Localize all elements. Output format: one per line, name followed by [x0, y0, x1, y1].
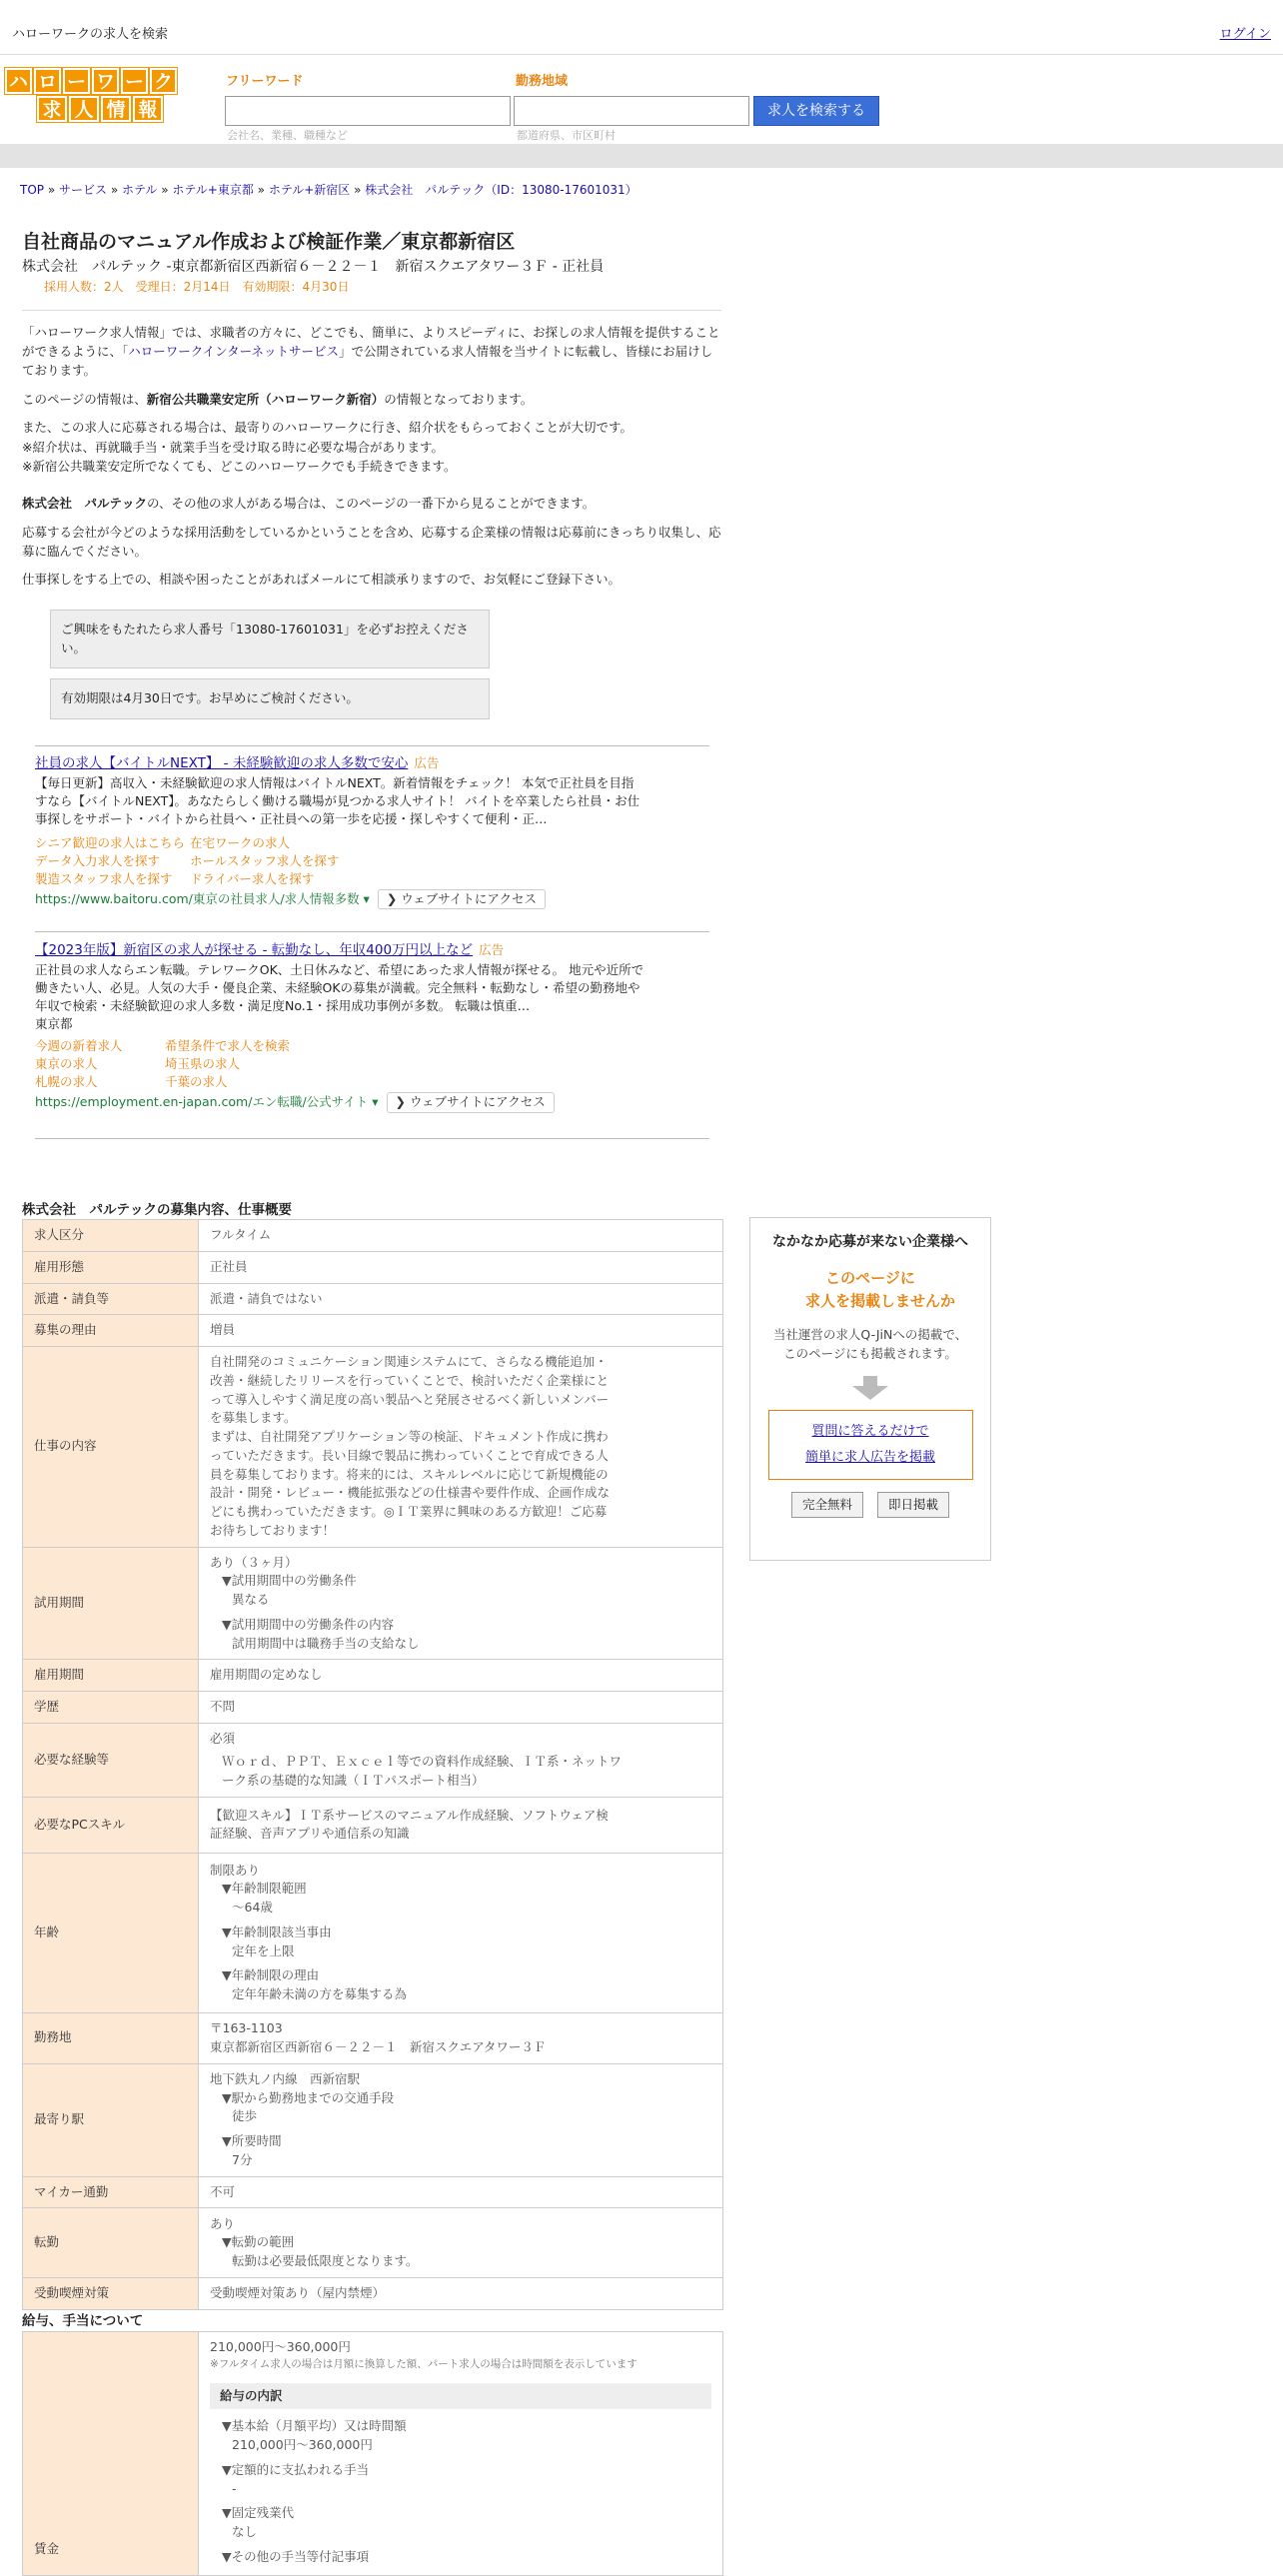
value-line: 地下鉄丸ノ内線 西新宿駅: [210, 2070, 361, 2086]
area-input[interactable]: [514, 96, 749, 126]
free-badge[interactable]: 完全無料: [791, 1492, 863, 1519]
row-label: 仕事の内容: [23, 1347, 199, 1548]
row-label: 転勤: [23, 2208, 199, 2278]
value-subhead: ▼年齢制限該当事由: [222, 1924, 332, 1939]
side-heading: なかなか応募が来ない企業様へ: [772, 1234, 968, 1250]
logo-char: 報: [133, 96, 163, 122]
row-value: 不可: [199, 2176, 723, 2208]
row-value: [199, 1797, 723, 1853]
row-label: 派遣・請負等: [23, 1283, 199, 1315]
area-label: 勤務地域: [516, 74, 569, 89]
ad-title[interactable]: 社員の求人【バイトルNEXT】 - 未経験歓迎の求人多数で安心: [35, 755, 409, 771]
value-line: 定年を上限: [232, 1942, 295, 1958]
ad-links: [35, 1037, 714, 1091]
value-line: 定年年齢未満の方を募集する為: [232, 1986, 408, 2002]
row-value: [199, 1347, 723, 1548]
value-line: 210,000円〜360,000円: [232, 2437, 373, 2452]
ad-visit-button[interactable]: ❯ ウェブサイトにアクセス: [387, 1092, 555, 1112]
ad-link[interactable]: ドライバー求人を探す: [190, 871, 315, 887]
table-row: [23, 1251, 723, 1283]
side-badges: [750, 1492, 990, 1519]
row-label: 学歴: [23, 1692, 199, 1724]
side-link-box: [768, 1410, 973, 1480]
company-name: 株式会社 パルテック: [22, 496, 148, 512]
value-line: あり: [210, 2215, 236, 2231]
apply-note: ※新宿公共職業安定所でなくても、どこのハローワークでも手続きできます。: [22, 458, 457, 474]
row-value: 派遣・請負ではない: [199, 1283, 723, 1315]
side-cta: [750, 1267, 990, 1312]
value-subhead: ▼試用期間中の労働条件: [222, 1573, 357, 1589]
row-label: 最寄り駅: [23, 2063, 199, 2176]
row-value: [199, 2332, 723, 2576]
ad-url[interactable]: https://www.baitoru.com/東京の社員求人/求人情報多数: [35, 891, 360, 907]
table-row: [23, 1660, 723, 1692]
logo-char: ク: [150, 68, 177, 94]
other-jobs-text: の、その他の求人がある場合は、このページの一番下から見ることができます。: [147, 496, 596, 512]
deadline-box: 有効期限は4月30日です。お早めにご検討ください。: [50, 678, 490, 719]
ad-block-2: [35, 941, 714, 1113]
ad-extra: 東京都: [35, 1015, 73, 1031]
side-cta-line: このページに: [825, 1269, 915, 1287]
search-button[interactable]: 求人を検索する: [753, 96, 879, 126]
table-row: [23, 2176, 723, 2208]
row-value: [199, 2012, 723, 2063]
job-description-text: まずは、自社開発アプリケーション等の検証、ドキュメント作成に携わっていただきます。長い目線で製品に携わっていくことで育成できる人員を募集しております。将来的には、スキルレベルに応じて新規機能の設計・開発・レビュー・機能拡張などの仕様書や要件作成、企画作成などにも携わっていただきます。◎ＩＴ業界に興味のある方歓迎！ご応募お待ちしております！: [210, 1429, 611, 1538]
row-label: 賃金: [23, 2332, 199, 2576]
table-row: [23, 1723, 723, 1797]
breadcrumb-top[interactable]: TOP: [20, 183, 45, 197]
row-label: 勤務地: [23, 2012, 199, 2063]
freeword-hint: 会社名、業種、職種など: [227, 129, 348, 142]
row-value: 受動喫煙対策あり（屋内禁煙）: [199, 2278, 723, 2310]
ad-link[interactable]: 今週の新着求人: [35, 1038, 123, 1054]
job-meta: 採用人数：2人 受理日：2月14日 有効期限：4月30日: [44, 279, 350, 294]
value-line: 7分: [232, 2151, 253, 2167]
side-text-line: 当社運営の求人Q-JiNへの掲載で、: [772, 1327, 968, 1342]
side-text: [750, 1326, 990, 1364]
ad-link[interactable]: ホールスタッフ求人を探す: [190, 853, 340, 869]
ad-url-row: https://employment.en-japan.com/エン転職/公式サイト ▾ ❯ ウェブサイトにアクセス: [35, 1092, 714, 1112]
logo-char: ハ: [5, 68, 32, 94]
table-row: [23, 1692, 723, 1724]
ad-link[interactable]: 札幌の求人: [35, 1074, 98, 1090]
row-value: 不問: [199, 1692, 723, 1724]
row-value: [199, 1853, 723, 2012]
value-line: 転勤は必要最低限度となります。: [232, 2253, 419, 2269]
area-hint: 都道府県、市区町村: [517, 129, 616, 142]
breadcrumb-company[interactable]: 株式会社 パルテック（ID：13080-17601031）: [365, 183, 638, 197]
intro-text: 「ハローワーク求人情報」では、求職者の方々に、どこでも、簡単に、よりスピーディに、お探しの求人情報を提供することができるように、「: [22, 324, 720, 360]
ad-body: 【毎日更新】高収入・未経験歓迎の求人情報はバイトルNEXT。新着情報をチェック！ 本気で正社員を目指すなら【バイトルNEXT】。あなたらしく働ける職場が見つかる求人サイト！ バイトを卒業したら社員・お仕事探しをサポート・バイトから社員へ・正社員への第一歩を応援・探しやすくて便利・正…: [35, 774, 641, 826]
row-value: 増員: [199, 1315, 723, 1347]
table-row: [23, 2208, 723, 2278]
ad-links: [35, 834, 714, 888]
side-cta-line: 求人を掲載しませんか: [804, 1291, 955, 1310]
breadcrumb-service[interactable]: サービス: [59, 183, 108, 197]
breadcrumb-hotel[interactable]: ホテル: [122, 183, 158, 197]
logo-char: ー: [63, 68, 90, 94]
top-bar: [0, 0, 1283, 55]
ad-block-1: [35, 754, 714, 909]
value-line: 試用期間中は職務手当の支給なし: [232, 1635, 420, 1651]
header-band: [0, 144, 1283, 168]
value-line: あり（３ヶ月）: [210, 1554, 298, 1570]
ad-tag: 広告: [414, 755, 440, 770]
ad-link[interactable]: データ入力求人を探す: [35, 853, 161, 869]
employer-ad-box: [749, 1217, 991, 1561]
freeword-label: フリーワード: [226, 74, 304, 89]
breadcrumb-hotel-shinjuku[interactable]: ホテル+新宿区: [268, 183, 351, 197]
company-line: 株式会社 パルテック -東京都新宿区西新宿６－２２－１ 新宿スクエアタワー３Ｆ - 正社員: [22, 258, 605, 275]
freeword-input[interactable]: [225, 96, 511, 126]
value-subhead: ▼所要時間: [222, 2133, 282, 2148]
section-title-overview: 株式会社 パルテックの募集内容、仕事概要: [22, 1202, 292, 1218]
row-value: 雇用期間の定めなし: [199, 1660, 723, 1692]
table-row: [23, 2278, 723, 2310]
table-row: [23, 2012, 723, 2063]
divider: [35, 1138, 709, 1139]
header: [0, 56, 1283, 144]
value-subhead: ▼年齢制限範囲: [222, 1881, 307, 1897]
value-line: 徒歩: [232, 2108, 258, 2124]
source-paragraph: [22, 390, 721, 409]
apply-paragraph: [22, 418, 721, 476]
section-title-salary: 給与、手当について: [22, 2313, 144, 2329]
value-subhead: ▼基本給（月額平均）又は時間額: [222, 2418, 407, 2434]
job-description-text: 自社開発のコミュニケーション関連システムにて、さらなる機能追加・改善・継続したリリースを行っていくことで、検討いただく企業様にとって導入しやすく満足度の高い製品へと発展させるべく新しいメンバーを募集します。: [210, 1354, 610, 1426]
intro-paragraph: [22, 323, 721, 381]
divider: [22, 310, 721, 311]
intro-text: 」で公開されている求人情報を当サイトに転載し、皆様にお届けしております。: [22, 344, 713, 379]
same-day-badge[interactable]: 即日掲載: [877, 1492, 949, 1519]
ad-visit-button[interactable]: ❯ ウェブサイトにアクセス: [378, 889, 546, 909]
source-text: このページの情報は、: [22, 391, 147, 407]
divider: [35, 745, 709, 746]
apply-text: また、この求人に応募される場合は、最寄りのハローワークに行き、紹介状をもらっておくことが大切です。: [22, 420, 634, 436]
logo-char: ワ: [92, 68, 119, 94]
row-label: 年齢: [23, 1853, 199, 2012]
value-subhead: ▼駅から勤務地までの交通手段: [222, 2089, 395, 2105]
salary-note: ※フルタイム求人の場合は月額に換算した額、パート求人の場合は時間額を表示しています: [210, 2357, 638, 2370]
table-row: [23, 1220, 723, 1252]
value-subhead: ▼固定残業代: [222, 2505, 295, 2521]
row-label: マイカー通勤: [23, 2176, 199, 2208]
breadcrumb: TOP » サービス » ホテル » ホテル+東京都 » ホテル+新宿区 » 株式会社 パルテック（ID：13080-17601031）: [20, 183, 638, 197]
breadcrumb-hotel-tokyo[interactable]: ホテル+東京都: [172, 183, 254, 197]
ad-link[interactable]: 埼玉県の求人: [165, 1056, 241, 1072]
value-line: なし: [232, 2524, 258, 2539]
ad-link[interactable]: 希望条件で求人を検索: [165, 1038, 291, 1054]
login-link[interactable]: ログイン: [1219, 27, 1271, 42]
table-row: [23, 1315, 723, 1347]
row-value: 正社員: [199, 1251, 723, 1283]
value-line: 異なる: [232, 1592, 270, 1607]
ad-title[interactable]: 【2023年版】新宿区の求人が探せる - 転勤なし、年収400万円以上など: [35, 942, 474, 958]
job-number-box: ご興味をもたれたら求人番号「13080-17601031」を必ずお控えください。: [50, 610, 490, 669]
ad-link[interactable]: 東京の求人: [35, 1056, 98, 1072]
value-line: 〒163-1103: [210, 2020, 283, 2035]
row-label: 雇用期間: [23, 1660, 199, 1692]
logo-char: ー: [121, 68, 148, 94]
row-label: 受動喫煙対策: [23, 2278, 199, 2310]
ad-link[interactable]: 千葉の求人: [165, 1074, 228, 1090]
source-office: 新宿公共職業安定所（ハローワーク新宿）: [146, 391, 385, 407]
source-text: の情報となっております。: [384, 391, 534, 407]
row-value: [199, 2063, 723, 2176]
job-details-table: [22, 1219, 723, 2310]
value-line: -: [232, 2480, 237, 2496]
hellowork-logo[interactable]: [5, 68, 179, 122]
row-label: 必要なPCスキル: [23, 1797, 199, 1853]
logo-char: 情: [101, 96, 131, 122]
ad-tag: 広告: [479, 942, 505, 957]
side-link[interactable]: 簡単に求人広告を掲載: [804, 1449, 935, 1465]
table-row: [23, 1283, 723, 1315]
value-subhead: ▼定額的に支払われる手当: [222, 2461, 370, 2477]
table-row: [23, 2332, 723, 2576]
ad-url-row: https://www.baitoru.com/東京の社員求人/求人情報多数 ▾ ❯ ウェブサイトにアクセス: [35, 889, 714, 909]
row-label: 雇用形態: [23, 1251, 199, 1283]
value-line: 必須: [210, 1731, 236, 1747]
table-row: [23, 1547, 723, 1660]
value-subhead: ▼その他の手当等付記事項: [222, 2548, 370, 2564]
value-line: 〜64歳: [232, 1900, 273, 1916]
value-subhead: ▼試用期間中の労働条件の内容: [222, 1616, 395, 1632]
value-subhead: ▼年齢制限の理由: [222, 1967, 320, 1983]
logo-char: ロ: [34, 68, 61, 94]
value-subhead: ▼転勤の範囲: [222, 2234, 295, 2250]
advice-paragraph: 応募する会社が今どのような採用活動をしているかということを含め、応募する企業様の情報は応募前にきっちり収集し、応募に臨んでください。: [22, 524, 721, 560]
table-row: [23, 2063, 723, 2176]
row-label: 募集の理由: [23, 1315, 199, 1347]
salary-range: 210,000円〜360,000円: [210, 2339, 351, 2354]
apply-note: ※紹介状は、再就職手当・就業手当を受け取る時に必要な場合があります。: [22, 439, 444, 455]
down-arrow-icon: [863, 1376, 877, 1386]
consult-paragraph: 仕事探しをする上での、相談や困ったことがあればメールにて相談承りますので、お気軽にご登録下さい。: [22, 572, 622, 588]
table-row: [23, 1797, 723, 1853]
value-line: 【歓迎スキル】ＩＴ系サービスのマニュアル作成経験、ソフトウェア検証経験、音声アプリや通信系の知識: [210, 1807, 609, 1842]
main-content: [22, 230, 721, 729]
row-value: [199, 1723, 723, 1797]
row-label: 求人区分: [23, 1220, 199, 1252]
salary-table: [22, 2331, 723, 2576]
job-title: 自社商品のマニュアル作成および検証作業／東京都新宿区: [22, 231, 516, 253]
value-line: 東京都新宿区西新宿６－２２－１ 新宿スクエアタワー３Ｆ: [210, 2038, 547, 2054]
value-line: Ｗｏｒｄ、ＰＰＴ、Ｅｘｃｅｌ等での資料作成経験、ＩＴ系・ネットワーク系の基礎的な知識（ＩＴパスポート相当）: [222, 1753, 623, 1788]
side-link[interactable]: 質問に答えるだけで: [811, 1423, 929, 1439]
side-text-line: このページにも掲載されます。: [783, 1345, 957, 1361]
ad-link[interactable]: 製造スタッフ求人を探す: [35, 871, 173, 887]
divider: [35, 931, 709, 932]
other-jobs-paragraph: [22, 494, 721, 513]
row-value: [199, 1547, 723, 1660]
row-label: 必要な経験等: [23, 1723, 199, 1797]
hellowork-internet-link[interactable]: ハローワークインターネットサービス: [128, 344, 340, 360]
ad-link[interactable]: 在宅ワークの求人: [190, 834, 291, 850]
table-row: [23, 1347, 723, 1548]
logo-char: 人: [69, 96, 99, 122]
salary-breakdown-header: 給与の内訳: [210, 2383, 711, 2410]
value-line: 制限あり: [210, 1862, 261, 1878]
row-value: [199, 2208, 723, 2278]
row-value: フルタイム: [199, 1220, 723, 1252]
ad-url[interactable]: https://employment.en-japan.com/エン転職/公式サイト: [35, 1094, 369, 1110]
job-description: [210, 1353, 610, 1541]
row-label: 試用期間: [23, 1547, 199, 1660]
table-row: [23, 1853, 723, 2012]
logo-char: 求: [37, 96, 67, 122]
site-title: ハローワークの求人を検索: [12, 27, 169, 42]
down-arrow-icon: [852, 1386, 888, 1400]
ad-link[interactable]: シニア歓迎の求人はこちら: [35, 834, 186, 850]
ad-body: 正社員の求人ならエン転職。テレワークOK、土日休みなど、希望にあった求人情報が探せる。 地元や近所で働きたい人、必見。人気の大手・優良企業、未経験OKの募集が満載。完全無料・転勤なし・希望の勤務地や年収で検索・未経験歓迎の求人多数・満足度No.1・採用成功事例が多数。 転職は慎重…: [35, 961, 644, 1013]
